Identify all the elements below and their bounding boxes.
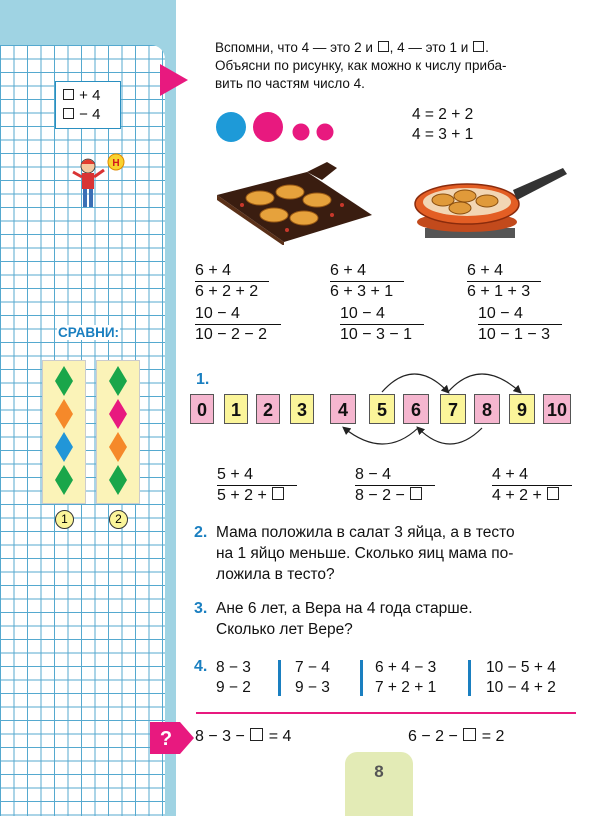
fraction-top: 5 + 4	[217, 466, 297, 486]
fraction-top: 10 − 4	[478, 305, 562, 325]
diamond-strip-1	[42, 360, 86, 504]
exercise-3-line-1: Ане 6 лет, а Вера на 4 года старше.	[216, 600, 473, 617]
equation-1: 4 = 2 + 2	[412, 106, 474, 123]
fraction-top: 6 + 4	[195, 262, 269, 282]
fraction-bottom: 10 − 1 − 3	[478, 326, 551, 343]
exercise-3-label: 3.	[194, 600, 208, 617]
fraction-top: 6 + 4	[330, 262, 404, 282]
diamond-shape	[55, 432, 73, 462]
exercise-1-label: 1.	[196, 371, 210, 388]
fraction-bottom: 10 − 2 − 2	[195, 326, 268, 343]
fraction-1-3	[467, 262, 541, 301]
fraction-bottom: 6 + 2 + 2	[195, 283, 259, 300]
fraction-top: 10 − 4	[195, 305, 281, 325]
ex4-divider-2	[360, 660, 363, 696]
fraction-top: 10 − 4	[340, 305, 424, 325]
fraction-bottom: 8 − 2 −	[355, 486, 435, 505]
diamond-shape	[109, 465, 127, 495]
rule-line-2: − 4	[62, 107, 100, 123]
frying-pan-illustration	[395, 160, 570, 245]
number-cell: 0	[190, 394, 214, 424]
number-cell: 6	[403, 394, 429, 424]
ex1-fraction-1	[217, 466, 297, 505]
ex1-fraction-2	[355, 466, 435, 505]
intro-line-1: Вспомни, что 4 — это 2 и , 4 — это 1 и .	[215, 40, 489, 55]
fraction-2-1	[195, 305, 281, 344]
puzzle-left: 8 − 3 − = 4	[195, 728, 292, 745]
ex4-col-2: 7 − 4 9 − 3	[295, 659, 330, 696]
diamond-shape	[55, 465, 73, 495]
exercise-4-label: 4.	[194, 658, 208, 675]
exercise-2-line-3: ложила в тесто?	[216, 566, 335, 583]
ex4-col-4: 10 − 5 + 4 10 − 4 + 2	[486, 659, 556, 696]
ex1-fraction-3	[492, 466, 572, 505]
diamond-shapes-1	[43, 361, 85, 503]
number-cell: 1	[224, 394, 248, 424]
fraction-top: 4 + 4	[492, 466, 572, 486]
exercise-2-line-2: на 1 яйцо меньше. Сколько яиц мама по-	[216, 545, 514, 562]
fraction-1-2	[330, 262, 404, 301]
fraction-bottom: 6 + 3 + 1	[330, 283, 394, 300]
diamond-strip-2	[96, 360, 140, 504]
page-number: 8	[374, 762, 384, 781]
fraction-bottom: 5 + 2 +	[217, 486, 297, 505]
diamond-shape	[55, 366, 73, 396]
boy-character-illustration	[68, 152, 128, 214]
rule-line-1: + 4	[62, 88, 100, 104]
compare-label: СРАВНИ:	[58, 325, 120, 340]
fraction-top: 6 + 4	[467, 262, 541, 282]
intro-line-2: Объясни по рисунку, как можно к числу приба-	[215, 58, 507, 73]
intro-line-3: вить по частям число 4.	[215, 76, 365, 91]
number-cell: 3	[290, 394, 314, 424]
diamond-shape	[109, 399, 127, 429]
option-1-badge: 1	[55, 510, 74, 529]
equation-2: 4 = 3 + 1	[412, 126, 474, 143]
number-cell: 2	[256, 394, 280, 424]
question-marker	[150, 722, 196, 754]
ex4-divider-1	[278, 660, 281, 696]
fraction-1-1	[195, 262, 269, 301]
option-2-badge: 2	[109, 510, 128, 529]
number-cell: 4	[330, 394, 356, 424]
fraction-2-2	[340, 305, 424, 344]
ex4-col-3: 6 + 4 − 3 7 + 2 + 1	[375, 659, 437, 696]
puzzle-right: 6 − 2 − = 2	[408, 728, 505, 745]
circles-illustration	[215, 108, 345, 148]
fraction-2-3	[478, 305, 562, 344]
fraction-bottom: 4 + 2 +	[492, 486, 572, 505]
fraction-bottom: 10 − 3 − 1	[340, 326, 413, 343]
fraction-top: 8 − 4	[355, 466, 435, 486]
cutting-board-illustration	[212, 160, 377, 245]
diamond-shape	[55, 399, 73, 429]
exercise-3-line-2: Сколько лет Вере?	[216, 621, 353, 638]
rule-box	[55, 81, 121, 129]
number-cell: 10	[543, 394, 571, 424]
fraction-bottom: 6 + 1 + 3	[467, 283, 531, 300]
question-badge: ?	[159, 728, 173, 750]
arrow-marker	[160, 64, 190, 96]
ex4-divider-3	[468, 660, 471, 696]
diamond-shapes-2	[97, 361, 139, 503]
number-cell: 5	[369, 394, 395, 424]
diamond-shape	[109, 366, 127, 396]
ex4-col-1: 8 − 3 9 − 2	[216, 659, 251, 696]
pink-divider	[196, 712, 576, 714]
exercise-2-line-1: Мама положила в салат 3 яйца, а в тесто	[216, 524, 515, 541]
diamond-shape	[109, 432, 127, 462]
number-cell: 7	[440, 394, 466, 424]
page-number-tab	[345, 752, 413, 816]
exercise-2-label: 2.	[194, 524, 208, 541]
letter-badge: Н	[112, 158, 120, 169]
number-cell: 9	[509, 394, 535, 424]
number-cell: 8	[474, 394, 500, 424]
